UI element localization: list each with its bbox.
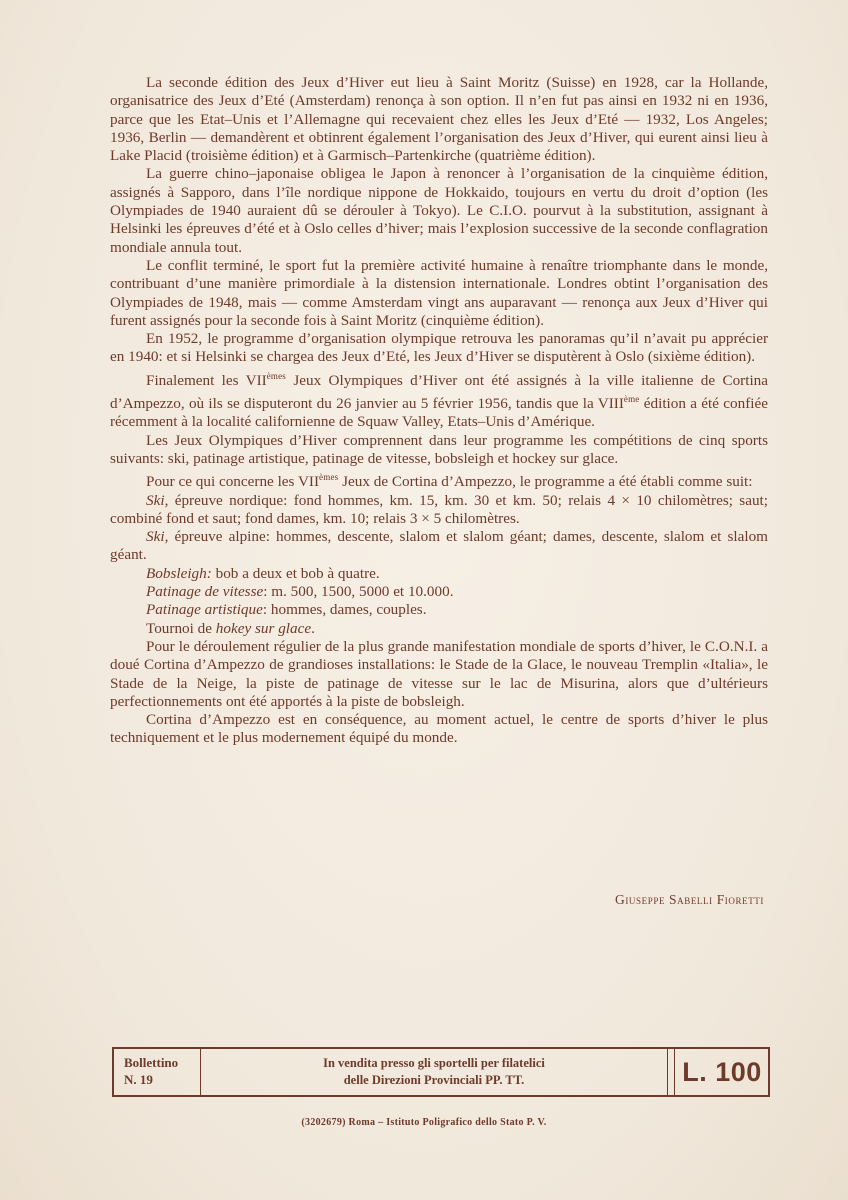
program-label: Patinage artistique <box>146 601 263 619</box>
p5-text-b: Jeux Olympiques d’Hiver ont été assignés à la ville italienne de Cortina d’Ampezzo, où ils se disputeront du 26 janvier au 5 février 1956, tandis que la VIII <box>110 371 769 413</box>
p7-text-b: Jeux de Cortina d’Ampezzo, le programme a été établi comme suit: <box>338 473 753 491</box>
paragraph-2: La guerre chino–japonaise obligea le Japon à renoncer à l’organisation de la cinquième édition, assignés à Sapporo, dans l’île nordique nippone de Hokkaido, toujours en vertu du droit d’option (les Olympiades de 1940 auraient dû se dérouler à Tokyo). Le C.I.O. pourvut à la substitution, assignant à Helsinki les épreuves d’été et à Oslo celles d’hiver; mais l’explosion successive de la seconde conflagration mondiale annula tout. <box>110 165 768 256</box>
program-label: Patinage de vitesse <box>146 583 264 601</box>
p7-superscript: èmes <box>319 472 339 483</box>
program-text: , épreuve alpine: hommes, descente, slalom et slalom géant; dames, descente, slalom et slalom géant. <box>110 528 768 564</box>
bulletin-label: Bollettino <box>124 1055 179 1070</box>
p5-text-a: Finalement les VII <box>146 371 267 389</box>
paragraph-9: Cortina d’Ampezzo est en conséquence, au moment actuel, le centre de sports d’hiver le plus techniquement et le plus modernement équipé du monde. <box>110 711 768 747</box>
article-body <box>110 74 768 748</box>
paragraph-5 <box>110 367 768 432</box>
paragraph-4: En 1952, le programme d’organisation olympique retrouva les panoramas qu’il n’avait pu apprécier en 1940: et si Helsinki se chargea des Jeux d’Eté, les Jeux d’Hiver se disputèrent à Oslo (sixième édition). <box>110 330 768 366</box>
sale-line-2: delle Direzioni Provinciali PP. TT. <box>343 1073 525 1087</box>
program-text-post: . <box>311 619 315 637</box>
program-speed-skating <box>110 583 768 601</box>
program-text: bob a deux et bob à quatre. <box>211 564 380 582</box>
program-text: : m. 500, 1500, 5000 et 10.000. <box>263 583 454 601</box>
price-box <box>668 1049 768 1095</box>
p5-superscript-1: èmes <box>266 370 286 381</box>
program-text: , épreuve nordique: fond hommes, km. 15, km. 30 et km. 50; relais 4 × 10 chilomètres; saut; combiné fond et saut; fond dames, km. 10; relais 3 × 5 chilomètres. <box>110 491 768 527</box>
bulletin-info <box>114 1049 200 1095</box>
bulletin-footer-box <box>112 1047 770 1097</box>
program-bobsleigh <box>110 565 768 583</box>
program-label: Ski <box>146 491 165 509</box>
author-signature: Giuseppe Sabelli Fioretti <box>614 892 764 907</box>
bulletin-number: N. 19 <box>124 1072 153 1087</box>
price-label: L. 100 <box>682 1056 762 1087</box>
program-ski-nordic <box>110 492 768 529</box>
paragraph-8: Pour le déroulement régulier de la plus grande manifestation mondiale de sports d’hiver, le C.O.N.I. a doué Cortina d’Ampezzo de grandioses installations: le Stade de la Glace, le nouveau Tremplin «Italia», le Stade de la Neige, la piste de patinage de vitesse sur le lac de Misurina, alors que d’ultérieurs perfectionnements ont été apportés à la piste de bobsleigh. <box>110 637 768 710</box>
program-label: hokey sur glace <box>215 619 312 637</box>
program-text-pre: Tournoi de <box>146 619 216 637</box>
program-figure-skating <box>110 601 768 619</box>
program-ski-alpine <box>110 528 768 565</box>
sale-info <box>200 1049 668 1095</box>
printer-imprint: (3202679) Roma – Istituto Poligrafico dello Stato P. V. <box>301 1117 547 1128</box>
paragraph-7 <box>110 468 768 491</box>
program-label: Ski <box>146 528 165 546</box>
program-hockey <box>110 620 768 638</box>
program-label: Bobsleigh: <box>146 564 212 582</box>
paragraph-6: Les Jeux Olympiques d’Hiver comprennent dans leur programme les compétitions de cinq sports suivants: ski, patinage artistique, patinage de vitesse, bobsleigh et hockey sur glace. <box>110 431 768 467</box>
sale-line-1: In vendita presso gli sportelli per filatelici <box>323 1056 545 1070</box>
p5-superscript-2: ème <box>623 394 640 405</box>
paragraph-1: La seconde édition des Jeux d’Hiver eut lieu à Saint Moritz (Suisse) en 1928, car la Hollande, organisatrice des Jeux d’Eté (Amsterdam) renonça à son option. Il n’en fut pas ainsi en 1932 ni en 1936, parce que les Etat–Unis et l’Allemagne qui recevaient chez elles les Jeux d’Eté — 1932, Los Angeles; 1936, Berlin — demandèrent et obtinrent également l’organisation des Jeux d’Hiver, qui eurent ainsi lieu à Lake Placid (troisième édition) et à Garmisch–Partenkirche (quatrième édition). <box>110 74 768 165</box>
program-text: : hommes, dames, couples. <box>262 601 427 619</box>
p5-text-c: édition a été confiée récemment à la localité californienne de Squaw Valley, Etats–Unis d’Amérique. <box>110 395 768 431</box>
p7-text-a: Pour ce qui concerne les VII <box>146 473 320 491</box>
paragraph-3: Le conflit terminé, le sport fut la première activité humaine à renaître triomphante dans le monde, contribuant d’une manière primordiale à la distension internationale. Londres obtint l’organisation des Olympiades de 1948, mais — comme Amsterdam vingt ans auparavant — renonça aux Jeux d’Hiver qui furent assignés pour la seconde fois à Saint Moritz (cinquième édition). <box>110 256 768 329</box>
